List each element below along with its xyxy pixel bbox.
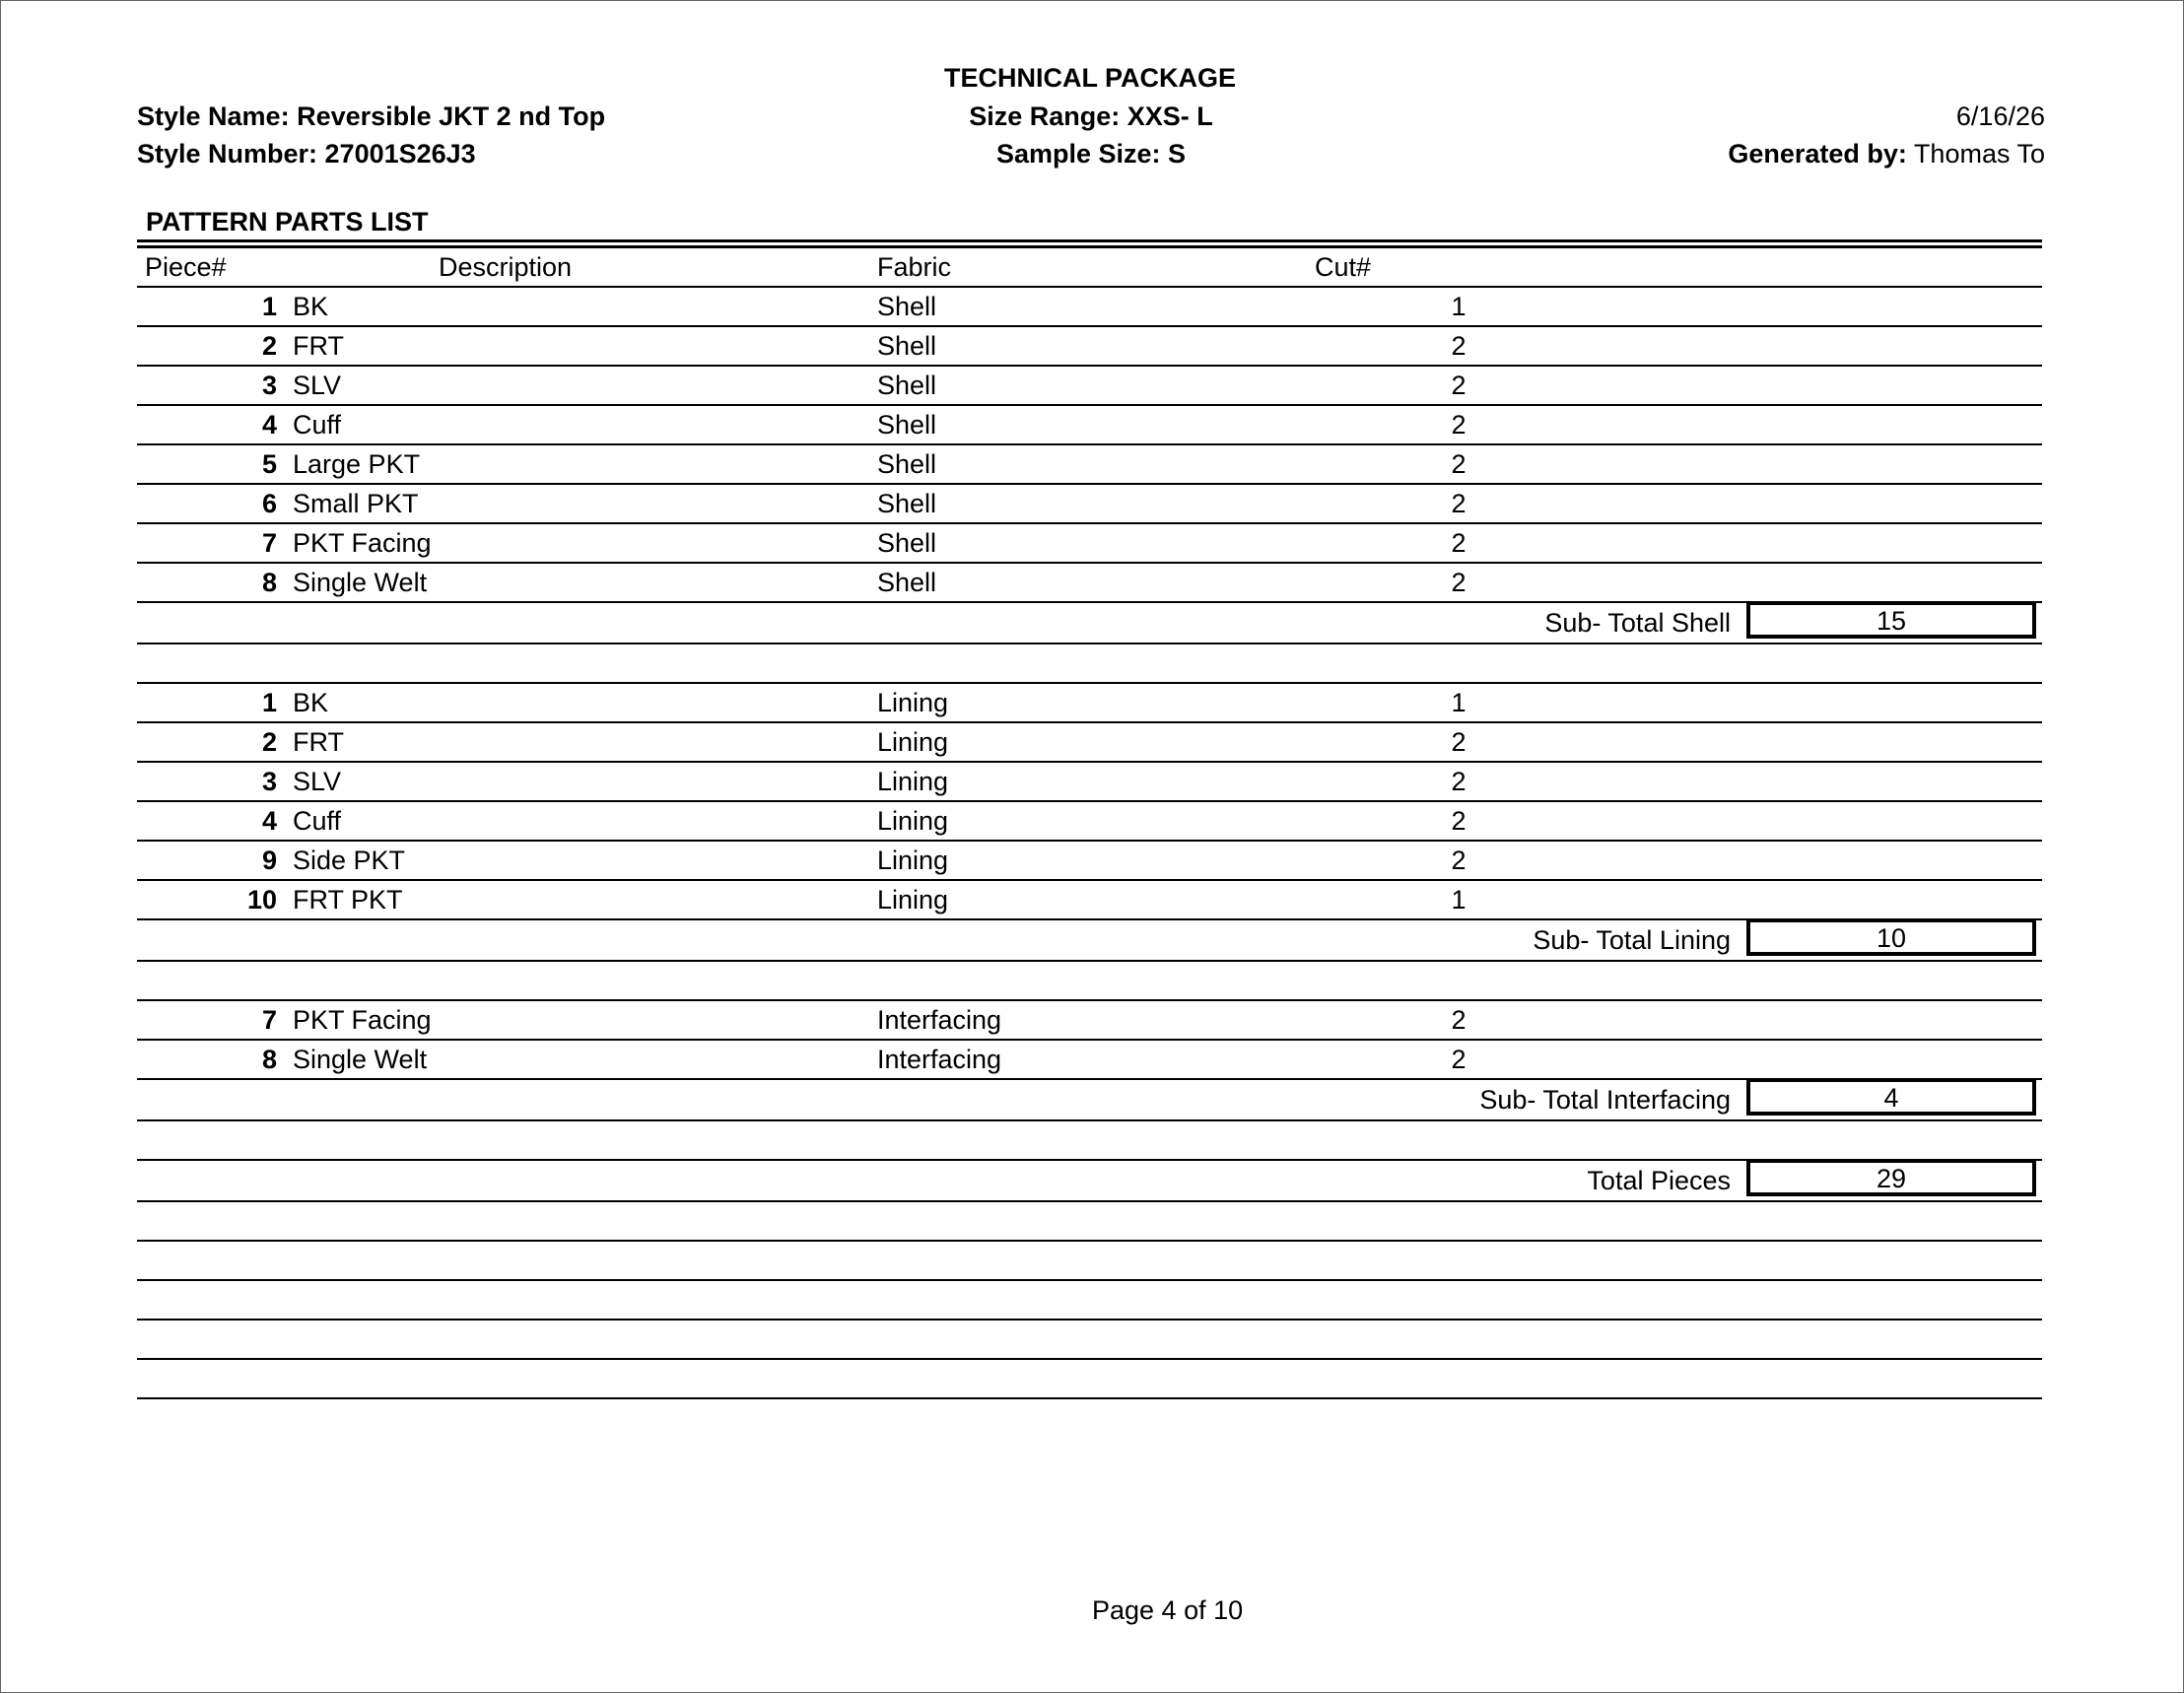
- cut-count: 2: [1451, 1045, 1467, 1074]
- table-row: [137, 684, 2042, 723]
- total-row: [137, 1161, 2042, 1202]
- subtotal-row-lining: [137, 920, 2042, 962]
- cut-count: 1: [1451, 885, 1467, 914]
- size-range: Size Range: XXS- L: [969, 102, 1213, 131]
- cut-count: 2: [1451, 410, 1467, 440]
- section-title: PATTERN PARTS LIST: [146, 207, 429, 237]
- piece-number: 2: [261, 727, 277, 757]
- fabric: Lining: [877, 806, 949, 836]
- piece-number: 4: [261, 806, 277, 836]
- subtotal-label-interfacing: Sub- Total Interfacing: [1479, 1085, 1731, 1115]
- cut-count: 2: [1451, 371, 1467, 400]
- subtotal-label-lining: Sub- Total Lining: [1533, 925, 1731, 955]
- description: BK: [293, 292, 329, 321]
- spacer-row: [137, 1121, 2042, 1161]
- cut-count: 2: [1451, 568, 1467, 597]
- document-title: TECHNICAL PACKAGE: [943, 63, 1237, 93]
- fabric: Shell: [877, 371, 937, 400]
- cut-count: 1: [1451, 688, 1467, 717]
- column-header-fabric: Fabric: [877, 252, 952, 282]
- table-row: [137, 802, 2042, 842]
- fabric: Interfacing: [877, 1045, 1002, 1074]
- piece-number: 8: [261, 568, 277, 597]
- subtotal-value-interfacing: 4: [1746, 1078, 2036, 1116]
- table-row: [137, 367, 2042, 406]
- fabric: Lining: [877, 885, 949, 914]
- cut-count: 2: [1451, 449, 1467, 479]
- subtotal-row-shell: [137, 603, 2042, 644]
- description: Small PKT: [293, 489, 419, 518]
- cut-count: 1: [1451, 292, 1467, 321]
- fabric: Shell: [877, 292, 937, 321]
- table-row: [137, 485, 2042, 524]
- piece-number: 8: [261, 1045, 277, 1074]
- description: Side PKT: [293, 846, 406, 875]
- piece-number: 4: [261, 410, 277, 440]
- subtotal-label-shell: Sub- Total Shell: [1544, 608, 1731, 638]
- table-top-rule: [137, 239, 2042, 242]
- description: Single Welt: [293, 568, 428, 597]
- spacer-row: [137, 962, 2042, 1001]
- table-row: [137, 1041, 2042, 1080]
- cut-count: 2: [1451, 727, 1467, 757]
- generated-by: [1728, 135, 2045, 172]
- description: Cuff: [293, 410, 342, 440]
- piece-number: 3: [261, 371, 277, 400]
- column-header-cut: Cut#: [1315, 252, 1372, 282]
- cut-count: 2: [1451, 489, 1467, 518]
- fabric: Lining: [877, 727, 949, 757]
- total-value: 29: [1746, 1159, 2036, 1196]
- blank-row: [137, 1321, 2042, 1360]
- piece-number: 6: [261, 489, 277, 518]
- generated-by-label: Generated by:: [1728, 139, 1907, 169]
- description: Large PKT: [293, 449, 421, 479]
- fabric: Shell: [877, 410, 937, 440]
- fabric: Lining: [877, 688, 949, 717]
- table-row: [137, 524, 2042, 564]
- cut-count: 2: [1451, 806, 1467, 836]
- subtotal-row-interfacing: [137, 1080, 2042, 1121]
- total-label: Total Pieces: [1587, 1166, 1731, 1195]
- table-header-row: [137, 248, 2042, 288]
- style-name: Style Name: Reversible JKT 2 nd Top: [137, 102, 606, 131]
- cut-count: 2: [1451, 528, 1467, 558]
- table-row: [137, 881, 2042, 920]
- blank-row: [137, 1360, 2042, 1399]
- cut-count: 2: [1451, 1005, 1467, 1035]
- table-row: [137, 842, 2042, 881]
- style-number: Style Number: 27001S26J3: [137, 139, 476, 169]
- blank-row: [137, 1281, 2042, 1321]
- piece-number: 3: [261, 767, 277, 796]
- piece-number: 7: [261, 528, 277, 558]
- sample-size: Sample Size: S: [995, 139, 1187, 169]
- fabric: Shell: [877, 331, 937, 361]
- fabric: Shell: [877, 449, 937, 479]
- generated-by-value: Thomas To: [1906, 139, 2045, 169]
- table-row: [137, 288, 2042, 327]
- piece-number: 5: [261, 449, 277, 479]
- header-date: 6/16/26: [1955, 102, 2045, 131]
- cut-count: 2: [1451, 846, 1467, 875]
- piece-number: 7: [261, 1005, 277, 1035]
- description: SLV: [293, 371, 342, 400]
- fabric: Shell: [877, 528, 937, 558]
- description: PKT Facing: [293, 528, 432, 558]
- description: Cuff: [293, 806, 342, 836]
- blank-row: [137, 1202, 2042, 1242]
- description: FRT PKT: [293, 885, 403, 914]
- column-header-description: Description: [439, 252, 573, 282]
- table-row: [137, 564, 2042, 603]
- spacer-row: [137, 644, 2042, 684]
- fabric: Interfacing: [877, 1005, 1002, 1035]
- blank-row: [137, 1242, 2042, 1281]
- piece-number: 9: [261, 846, 277, 875]
- fabric: Lining: [877, 767, 949, 796]
- table-row: [137, 723, 2042, 763]
- table-row: [137, 327, 2042, 367]
- description: PKT Facing: [293, 1005, 432, 1035]
- fabric: Lining: [877, 846, 949, 875]
- table-row: [137, 406, 2042, 445]
- table-row: [137, 763, 2042, 802]
- subtotal-value-lining: 10: [1746, 918, 2036, 956]
- subtotal-value-shell: 15: [1746, 601, 2036, 639]
- piece-number: 10: [246, 885, 277, 914]
- cut-count: 2: [1451, 767, 1467, 796]
- pattern-parts-table: [137, 239, 2042, 1399]
- page-number: Page 4 of 10: [1092, 1595, 1244, 1625]
- column-header-piece: Piece#: [145, 252, 227, 282]
- description: FRT: [293, 727, 344, 757]
- piece-number: 1: [261, 688, 277, 717]
- piece-number: 1: [261, 292, 277, 321]
- description: Single Welt: [293, 1045, 428, 1074]
- description: FRT: [293, 331, 344, 361]
- fabric: Shell: [877, 568, 937, 597]
- table-row: [137, 445, 2042, 485]
- fabric: Shell: [877, 489, 937, 518]
- description: BK: [293, 688, 329, 717]
- piece-number: 2: [261, 331, 277, 361]
- description: SLV: [293, 767, 342, 796]
- cut-count: 2: [1451, 331, 1467, 361]
- table-row: [137, 1001, 2042, 1041]
